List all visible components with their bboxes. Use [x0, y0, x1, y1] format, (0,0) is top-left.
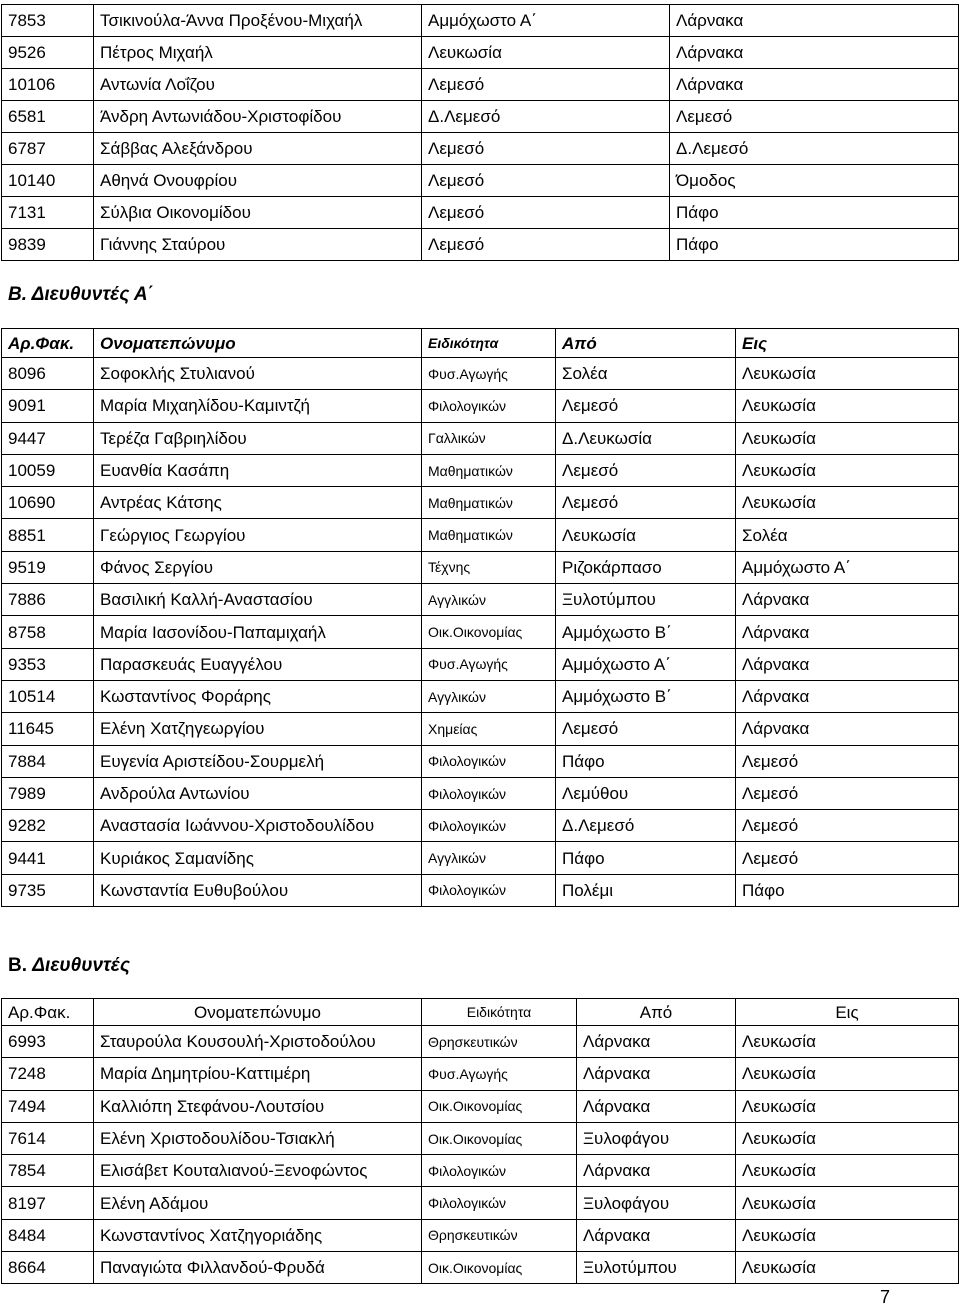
specialty-cell: Αγγλικών: [422, 680, 556, 712]
full-name-cell: Κωνσταντία Ευθυβούλου: [94, 874, 422, 906]
table-row: [2, 69, 959, 101]
specialty-cell: Φυσ.Αγωγής: [422, 358, 556, 390]
file-number-cell: 7494: [2, 1090, 94, 1122]
from-location-cell: Λεμεσό: [422, 165, 670, 197]
full-name-cell: Καλλιόπη Στεφάνου-Λουτσίου: [94, 1090, 422, 1122]
header-from: Από: [577, 999, 736, 1026]
to-location-cell: Σολέα: [736, 519, 959, 551]
file-number-cell: 10059: [2, 454, 94, 486]
table-row: [2, 1219, 959, 1251]
from-location-cell: Λεμεσό: [422, 197, 670, 229]
from-location-cell: Λεμεσό: [422, 69, 670, 101]
table-row: [2, 842, 959, 874]
section-title-directors-a: Β. Διευθυντές Α΄: [8, 284, 154, 305]
table-row: [2, 1187, 959, 1219]
to-location-cell: Λευκωσία: [736, 1187, 959, 1219]
header-specialty: Ειδικότητα: [422, 329, 556, 358]
from-location-cell: Λάρνακα: [577, 1026, 736, 1058]
file-number-cell: 9519: [2, 551, 94, 583]
specialty-cell: Οικ.Οικονομίας: [422, 616, 556, 648]
table-row: [2, 745, 959, 777]
table-row: [2, 874, 959, 906]
from-location-cell: Δ.Λεμεσό: [422, 101, 670, 133]
section-title-text: Διευθυντές: [32, 955, 131, 976]
specialty-cell: Μαθηματικών: [422, 454, 556, 486]
to-location-cell: Λευκωσία: [736, 390, 959, 422]
table-row: [2, 422, 959, 454]
header-specialty: Ειδικότητα: [422, 999, 577, 1026]
full-name-cell: Μαρία Ιασονίδου-Παπαμιχαήλ: [94, 616, 422, 648]
table-row: [2, 648, 959, 680]
from-location-cell: Ξυλοτύμπου: [577, 1252, 736, 1284]
from-location-cell: Λεμεσό: [556, 454, 736, 486]
to-location-cell: Λευκωσία: [736, 1155, 959, 1187]
file-number-cell: 8096: [2, 358, 94, 390]
to-location-cell: Λευκωσία: [736, 422, 959, 454]
full-name-cell: Αναστασία Ιωάννου-Χριστοδουλίδου: [94, 810, 422, 842]
full-name-cell: Γεώργιος Γεωργίου: [94, 519, 422, 551]
full-name-cell: Σύλβια Οικονομίδου: [94, 197, 422, 229]
full-name-cell: Ελένη Χριστοδουλίδου-Τσιακλή: [94, 1122, 422, 1154]
full-name-cell: Μαρία Μιχαηλίδου-Καμιντζή: [94, 390, 422, 422]
from-location-cell: Λάρνακα: [577, 1219, 736, 1251]
to-location-cell: Λευκωσία: [736, 1219, 959, 1251]
specialty-cell: Μαθηματικών: [422, 519, 556, 551]
to-location-cell: Λευκωσία: [736, 1252, 959, 1284]
file-number-cell: 7614: [2, 1122, 94, 1154]
full-name-cell: Αθηνά Ονουφρίου: [94, 165, 422, 197]
table-row: [2, 358, 959, 390]
full-name-cell: Σάββας Αλεξάνδρου: [94, 133, 422, 165]
to-location-cell: Λάρνακα: [670, 37, 959, 69]
full-name-cell: Αντωνία Λοΐζου: [94, 69, 422, 101]
table-row: [2, 5, 959, 37]
specialty-cell: Τέχνης: [422, 551, 556, 583]
from-location-cell: Λεμεσό: [422, 229, 670, 261]
from-location-cell: Ριζοκάρπασο: [556, 551, 736, 583]
to-location-cell: Λάρνακα: [736, 584, 959, 616]
specialty-cell: Οικ.Οικονομίας: [422, 1090, 577, 1122]
page-number: 7: [880, 1287, 891, 1307]
file-number-cell: 9735: [2, 874, 94, 906]
file-number-cell: 6993: [2, 1026, 94, 1058]
to-location-cell: Αμμόχωστο Α΄: [736, 551, 959, 583]
from-location-cell: Σολέα: [556, 358, 736, 390]
to-location-cell: Λάρνακα: [736, 713, 959, 745]
file-number-cell: 9091: [2, 390, 94, 422]
specialty-cell: Χημείας: [422, 713, 556, 745]
section-title-directors: [8, 955, 130, 977]
table-row: [2, 133, 959, 165]
full-name-cell: Πέτρος Μιχαήλ: [94, 37, 422, 69]
to-location-cell: Λεμεσό: [670, 101, 959, 133]
table-row: [2, 584, 959, 616]
from-location-cell: Ξυλοφάγου: [577, 1122, 736, 1154]
from-location-cell: Αμμόχωστο Α΄: [556, 648, 736, 680]
to-location-cell: Λάρνακα: [736, 616, 959, 648]
to-location-cell: Λάρνακα: [670, 5, 959, 37]
from-location-cell: Δ.Λευκωσία: [556, 422, 736, 454]
file-number-cell: 7989: [2, 777, 94, 809]
header-full-name: Ονοματεπώνυμο: [94, 329, 422, 358]
specialty-cell: Οικ.Οικονομίας: [422, 1252, 577, 1284]
table-row: [2, 101, 959, 133]
to-location-cell: Λεμεσό: [736, 745, 959, 777]
file-number-cell: 10140: [2, 165, 94, 197]
from-location-cell: Αμμόχωστο Α΄: [422, 5, 670, 37]
table-row: [2, 1155, 959, 1187]
to-location-cell: Λευκωσία: [736, 1058, 959, 1090]
header-file-no: Αρ.Φακ.: [2, 999, 94, 1026]
full-name-cell: Σταυρούλα Κουσουλή-Χριστοδούλου: [94, 1026, 422, 1058]
to-location-cell: Λευκωσία: [736, 358, 959, 390]
to-location-cell: Λευκωσία: [736, 1090, 959, 1122]
from-location-cell: Λεμύθου: [556, 777, 736, 809]
specialty-cell: Φυσ.Αγωγής: [422, 648, 556, 680]
full-name-cell: Ανδρούλα Αντωνίου: [94, 777, 422, 809]
full-name-cell: Φάνος Σεργίου: [94, 551, 422, 583]
file-number-cell: 9526: [2, 37, 94, 69]
to-location-cell: Λευκωσία: [736, 1122, 959, 1154]
table-row: [2, 713, 959, 745]
specialty-cell: Φιλολογικών: [422, 1187, 577, 1219]
full-name-cell: Τσικινούλα-Άννα Προξένου-Μιχαήλ: [94, 5, 422, 37]
from-location-cell: Δ.Λεμεσό: [556, 810, 736, 842]
full-name-cell: Ελένη Χατζηγεωργίου: [94, 713, 422, 745]
directors-a-table: [1, 328, 959, 907]
full-name-cell: Ευανθία Κασάπη: [94, 454, 422, 486]
specialty-cell: Φιλολογικών: [422, 810, 556, 842]
full-name-cell: Ελένη Αδάμου: [94, 1187, 422, 1219]
transfers-table-continued: [1, 4, 959, 261]
full-name-cell: Ελισάβετ Κουταλιανού-Ξενοφώντος: [94, 1155, 422, 1187]
file-number-cell: 7886: [2, 584, 94, 616]
to-location-cell: Όμοδος: [670, 165, 959, 197]
specialty-cell: Γαλλικών: [422, 422, 556, 454]
from-location-cell: Λευκωσία: [422, 37, 670, 69]
from-location-cell: Ξυλοφάγου: [577, 1187, 736, 1219]
table-row: [2, 229, 959, 261]
to-location-cell: Πάφο: [670, 197, 959, 229]
file-number-cell: 10690: [2, 487, 94, 519]
from-location-cell: Αμμόχωστο Β΄: [556, 616, 736, 648]
specialty-cell: Φυσ.Αγωγής: [422, 1058, 577, 1090]
from-location-cell: Αμμόχωστο Β΄: [556, 680, 736, 712]
from-location-cell: Πολέμι: [556, 874, 736, 906]
full-name-cell: Κυριάκος Σαμανίδης: [94, 842, 422, 874]
full-name-cell: Αντρέας Κάτσης: [94, 487, 422, 519]
table-header-row: [2, 999, 959, 1026]
table-row: [2, 1058, 959, 1090]
full-name-cell: Μαρία Δημητρίου-Καττιμέρη: [94, 1058, 422, 1090]
from-location-cell: Λευκωσία: [556, 519, 736, 551]
to-location-cell: Λευκωσία: [736, 1026, 959, 1058]
table-row: [2, 487, 959, 519]
from-location-cell: Λάρνακα: [577, 1058, 736, 1090]
table-row: [2, 1122, 959, 1154]
to-location-cell: Πάφο: [736, 874, 959, 906]
to-location-cell: Λευκωσία: [736, 487, 959, 519]
header-to: Εις: [736, 999, 959, 1026]
file-number-cell: 9447: [2, 422, 94, 454]
full-name-cell: Κωσταντίνος Φοράρης: [94, 680, 422, 712]
specialty-cell: Φιλολογικών: [422, 1155, 577, 1187]
from-location-cell: Πάφο: [556, 842, 736, 874]
to-location-cell: Πάφο: [670, 229, 959, 261]
file-number-cell: 9441: [2, 842, 94, 874]
specialty-cell: Αγγλικών: [422, 842, 556, 874]
file-number-cell: 8197: [2, 1187, 94, 1219]
table-row: [2, 1090, 959, 1122]
table-row: [2, 777, 959, 809]
table-row: [2, 390, 959, 422]
full-name-cell: Γιάννης Σταύρου: [94, 229, 422, 261]
to-location-cell: Λεμεσό: [736, 777, 959, 809]
header-full-name: Ονοματεπώνυμο: [94, 999, 422, 1026]
full-name-cell: Ευγενία Αριστείδου-Σουρμελή: [94, 745, 422, 777]
table-row: [2, 616, 959, 648]
header-from: Από: [556, 329, 736, 358]
to-location-cell: Λευκωσία: [736, 454, 959, 486]
specialty-cell: Θρησκευτικών: [422, 1219, 577, 1251]
specialty-cell: Αγγλικών: [422, 584, 556, 616]
specialty-cell: Οικ.Οικονομίας: [422, 1122, 577, 1154]
to-location-cell: Λεμεσό: [736, 810, 959, 842]
file-number-cell: 7131: [2, 197, 94, 229]
full-name-cell: Παναγιώτα Φιλλανδού-Φρυδά: [94, 1252, 422, 1284]
from-location-cell: Λεμεσό: [556, 487, 736, 519]
full-name-cell: Άνδρη Αντωνιάδου-Χριστοφίδου: [94, 101, 422, 133]
header-to: Εις: [736, 329, 959, 358]
file-number-cell: 10514: [2, 680, 94, 712]
file-number-cell: 9353: [2, 648, 94, 680]
header-file-no: Αρ.Φακ.: [2, 329, 94, 358]
file-number-cell: 6787: [2, 133, 94, 165]
from-location-cell: Λεμεσό: [556, 390, 736, 422]
full-name-cell: Τερέζα Γαβριηλίδου: [94, 422, 422, 454]
table-row: [2, 1252, 959, 1284]
file-number-cell: 8851: [2, 519, 94, 551]
full-name-cell: Σοφοκλής Στυλιανού: [94, 358, 422, 390]
file-number-cell: 7853: [2, 5, 94, 37]
table-row: [2, 37, 959, 69]
from-location-cell: Λεμεσό: [422, 133, 670, 165]
file-number-cell: 7854: [2, 1155, 94, 1187]
file-number-cell: 8758: [2, 616, 94, 648]
specialty-cell: Θρησκευτικών: [422, 1026, 577, 1058]
file-number-cell: 7248: [2, 1058, 94, 1090]
table-row: [2, 454, 959, 486]
file-number-cell: 11645: [2, 713, 94, 745]
specialty-cell: Φιλολογικών: [422, 745, 556, 777]
from-location-cell: Λεμεσό: [556, 713, 736, 745]
to-location-cell: Δ.Λεμεσό: [670, 133, 959, 165]
full-name-cell: Κωνσταντίνος Χατζηγοριάδης: [94, 1219, 422, 1251]
table-row: [2, 165, 959, 197]
from-location-cell: Λάρνακα: [577, 1155, 736, 1187]
table-row: [2, 810, 959, 842]
table-row: [2, 680, 959, 712]
file-number-cell: 8664: [2, 1252, 94, 1284]
from-location-cell: Λάρνακα: [577, 1090, 736, 1122]
file-number-cell: 8484: [2, 1219, 94, 1251]
table-header-row: [2, 329, 959, 358]
full-name-cell: Παρασκευάς Ευαγγέλου: [94, 648, 422, 680]
from-location-cell: Ξυλοτύμπου: [556, 584, 736, 616]
directors-table: [1, 998, 959, 1284]
table-row: [2, 551, 959, 583]
table-row: [2, 1026, 959, 1058]
to-location-cell: Λάρνακα: [736, 648, 959, 680]
specialty-cell: Φιλολογικών: [422, 777, 556, 809]
from-location-cell: Πάφο: [556, 745, 736, 777]
specialty-cell: Φιλολογικών: [422, 390, 556, 422]
to-location-cell: Λεμεσό: [736, 842, 959, 874]
table-row: [2, 197, 959, 229]
to-location-cell: Λάρνακα: [736, 680, 959, 712]
file-number-cell: 6581: [2, 101, 94, 133]
specialty-cell: Φιλολογικών: [422, 874, 556, 906]
file-number-cell: 9839: [2, 229, 94, 261]
table-row: [2, 519, 959, 551]
section-title-prefix: Β.: [8, 955, 33, 976]
to-location-cell: Λάρνακα: [670, 69, 959, 101]
full-name-cell: Βασιλική Καλλή-Αναστασίου: [94, 584, 422, 616]
file-number-cell: 10106: [2, 69, 94, 101]
file-number-cell: 9282: [2, 810, 94, 842]
specialty-cell: Μαθηματικών: [422, 487, 556, 519]
file-number-cell: 7884: [2, 745, 94, 777]
